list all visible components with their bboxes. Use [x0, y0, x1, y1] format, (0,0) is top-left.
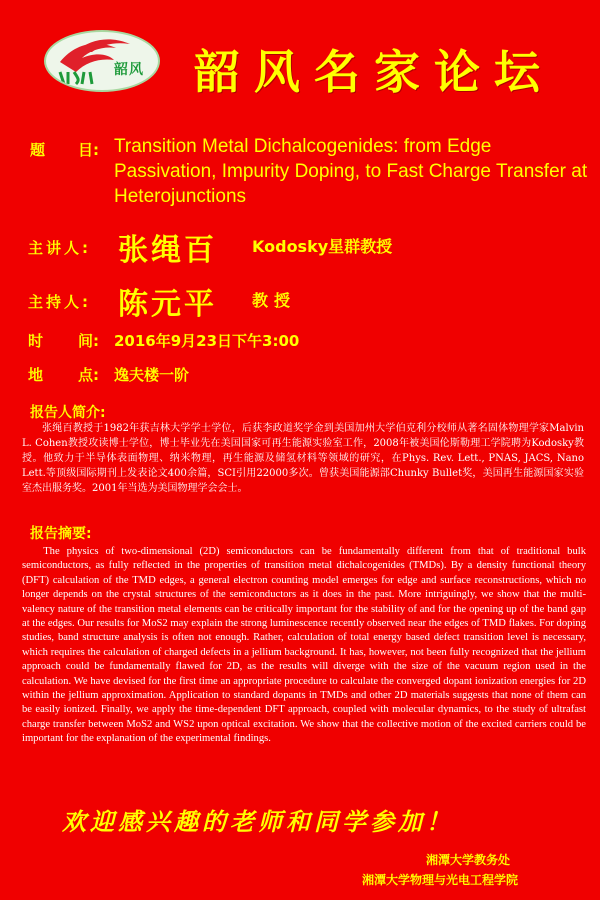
speaker-label: 主讲人: [28, 239, 91, 257]
time-colon: : [93, 332, 100, 350]
bio-heading: 报告人简介: [30, 405, 106, 421]
place-label-second-char: 点 [78, 366, 94, 384]
time-label-second-char: 间 [78, 332, 94, 350]
organizer-2: 湘潭大学物理与光电工程学院 [362, 873, 519, 887]
welcome-message: 欢迎感兴趣的老师和同学参加！ [62, 807, 454, 836]
logo-text: 韶风 [114, 62, 144, 78]
time-label-second [78, 330, 99, 351]
abstract-heading: 报告摘要: [30, 526, 92, 542]
host-label: 主持人: [28, 293, 91, 311]
place-colon: : [93, 366, 100, 384]
forum-logo [44, 30, 160, 92]
host-title: 教授 [252, 291, 297, 310]
topic-colon: : [93, 141, 100, 159]
place-label-first: 地 [28, 366, 44, 384]
speaker-name: 张绳百 [118, 233, 217, 268]
organizer-1: 湘潭大学教务处 [426, 853, 511, 867]
topic-label-first: 题 [30, 141, 46, 159]
time-value: 2016年9月23日下午3:00 [114, 332, 300, 350]
place-value: 逸夫楼一阶 [114, 366, 190, 384]
host-name: 陈元平 [118, 287, 217, 322]
abstract-text: The physics of two-dimensional (2D) semiconductors can be fundamentally different from that of traditional bulk semiconductors, as fully reflected in the properties of transition metal dichalcogenides (TMDs). By a density functional theory (DFT) calculation of the TMD edges, a general electron counting model emerges for edge and surface reconstructions, which no longer depends on the crystal structures of the semiconductors as it does in the past. More intriguingly, we show that the multi-valency nature of the transition metal elements can be critically important for the stability of and for the opening up of the band gap at the edges. Our results for MoS2 may explain the strong luminescence recently observed near the edges of TMD flakes. For doping studies, band structure analysis is often not enough. Rather, calculation of total energy based defect transition level is necessary, which requires the calculation of charged defects in a jellium background. It has, however, not been fully recognized that the jellium approach could be fundamentally flawed for 2D, as the results will diverge with the size of the vacuum region used in the calculation. We have devised for the first time an appropriate procedure to calculate the converged dopant ionization energies for 2D within the jellium approximation. Application to standard dopants in TMDs and other 2D materials suggests that none of them can be easily ionized. Finally, we apply the time-dependent DFT approach, coupled with molecular dynamics, to the study of ultrafast charge transfer between MoS2 and WS2 upon optical excitation. We show that the collective motion of the excited carriers could be important for the explanation of the experimental findings. [22, 546, 586, 745]
topic-label-second [78, 139, 99, 160]
topic-label-second-char: 目 [78, 141, 94, 159]
talk-title: Transition Metal Dichalcogenides: from Edge Passivation, Impurity Doping, to Fast Charge Transfer at Heterojunctions [114, 136, 588, 207]
time-label-first: 时 [28, 332, 44, 350]
forum-title: 韶风名家论坛 [194, 45, 554, 99]
bio-text: 张绳百教授于1982年获吉林大学学士学位，后获李政道奖学金到美国加州大学伯克利分校师从著名固体物理学家Malvin L. Cohen教授攻读博士学位，博士毕业先在美国国家可再生能源实验室工作，2008年被美国伦斯勒理工学院聘为Kodosky教授。他致力于半导体表面物理、纳米物理，再生能源及储氢材料等领域的研究，在Phys. Rev. Lett., PNAS, JACS, Nano Lett.等顶级国际期刊上发表论文400余篇，SCI引用22000多次。曾获美国能源部Chunky Bullet奖，美国再生能源国家实验室杰出服务奖。2001年当选为美国物理学会会士。 [22, 423, 584, 494]
speaker-title: Kodosky星群教授 [252, 237, 393, 256]
place-label-second [78, 364, 99, 385]
